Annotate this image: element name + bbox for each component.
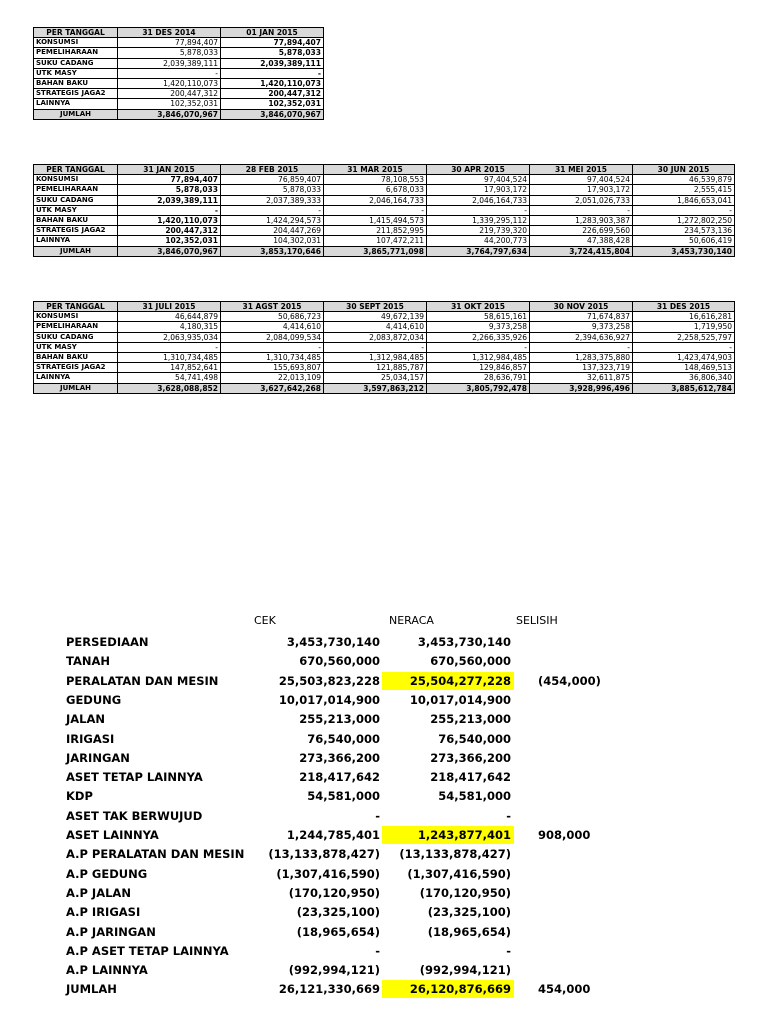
table-cell: 2,039,389,111 — [118, 58, 221, 68]
header-date: 30 JUN 2015 — [633, 165, 735, 175]
row-label: SUKU CADANG — [34, 195, 118, 205]
cek-value: 3,453,730,140 — [286, 635, 380, 649]
table-cell: 1,420,110,073 — [221, 78, 324, 88]
total-cell: 3,453,730,140 — [633, 246, 735, 256]
table-cell: 1,283,375,880 — [530, 352, 633, 362]
neraca-value: (18,965,654) — [427, 924, 511, 939]
table-cell: - — [324, 205, 427, 215]
column-header-selisih: SELISIH — [516, 614, 558, 627]
total-label: JUMLAH — [34, 109, 118, 119]
total-cell: 3,846,070,967 — [221, 109, 324, 119]
total-cell: 3,865,771,098 — [324, 246, 427, 256]
header-date: 31 OKT 2015 — [427, 302, 530, 312]
table-cell: 2,046,164,733 — [324, 195, 427, 205]
table-cell: - — [633, 342, 735, 352]
neraca-value: 54,581,000 — [438, 789, 511, 804]
summary-label: A.P IRIGASI — [66, 905, 141, 920]
table-cell: 50,686,723 — [221, 312, 324, 322]
table-cell: 1,415,494,573 — [324, 215, 427, 225]
table-cell: 234,573,136 — [633, 226, 735, 236]
table-cell: 71,674,837 — [530, 312, 633, 322]
summary-row — [0, 847, 768, 866]
table-cell: 25,034,157 — [324, 373, 427, 383]
table-cell: 1,719,950 — [633, 322, 735, 332]
cek-value: 26,121,330,669 — [278, 982, 380, 997]
table-cell: 32,611,875 — [530, 373, 633, 383]
table-cell: - — [118, 342, 221, 352]
cek-value: (992,994,121) — [288, 963, 380, 978]
table-cell: 97,404,524 — [427, 175, 530, 185]
table-cell: 5,878,033 — [221, 48, 324, 58]
total-cell: 3,885,612,784 — [633, 383, 735, 393]
table-cell: 97,404,524 — [530, 175, 633, 185]
summary-label: A.P GEDUNG — [66, 866, 148, 881]
neraca-value: - — [506, 943, 511, 958]
table-cell: 1,339,295,112 — [427, 215, 530, 225]
table-cell: 17,903,172 — [530, 185, 633, 195]
total-cell: 3,597,863,212 — [324, 383, 427, 393]
row-label: LAINNYA — [34, 236, 118, 246]
row-label: STRATEGIS JAGA2 — [34, 89, 118, 99]
table-cell: 2,037,389,333 — [221, 195, 324, 205]
table-cell: 1,310,734,485 — [221, 352, 324, 362]
table-cell: 219,739,320 — [427, 226, 530, 236]
table-cell: 6,678,033 — [324, 185, 427, 195]
row-label: STRATEGIS JAGA2 — [34, 226, 118, 236]
cek-value: 25,503,823,228 — [278, 673, 380, 688]
row-label: KONSUMSI — [34, 312, 118, 322]
table-cell: 104,302,031 — [221, 236, 324, 246]
table-cell: 2,039,389,111 — [118, 195, 221, 205]
cek-value: (170,120,950) — [288, 885, 380, 900]
summary-label: KDP — [66, 789, 93, 804]
table-cell: 1,424,294,573 — [221, 215, 324, 225]
table-cell: 4,414,610 — [221, 322, 324, 332]
total-cell: 3,764,797,634 — [427, 246, 530, 256]
table-cell: 17,903,172 — [427, 185, 530, 195]
table-cell: - — [530, 342, 633, 352]
table-cell: 1,312,984,485 — [427, 352, 530, 362]
header-date: 30 APR 2015 — [427, 165, 530, 175]
row-label: SUKU CADANG — [34, 58, 118, 68]
header-date: 31 JULI 2015 — [118, 302, 221, 312]
table-cell: 2,394,636,927 — [530, 332, 633, 342]
summary-row — [0, 693, 768, 712]
cek-value: 670,560,000 — [299, 654, 380, 669]
table-cell: - — [221, 68, 324, 78]
summary-row — [0, 867, 768, 886]
header-date: 31 DES 2014 — [118, 28, 221, 38]
total-cell: 3,627,642,268 — [221, 383, 324, 393]
table-cell: 4,414,610 — [324, 322, 427, 332]
cek-value: 255,213,000 — [299, 712, 380, 727]
table-cell: 77,894,407 — [118, 38, 221, 48]
row-label: BAHAN BAKU — [34, 215, 118, 225]
row-label: KONSUMSI — [34, 38, 118, 48]
table-cell: 107,472,211 — [324, 236, 427, 246]
table-cell: - — [221, 342, 324, 352]
summary-label: PERSEDIAAN — [66, 635, 149, 649]
table-cell: 47,388,428 — [530, 236, 633, 246]
header-per-tanggal: PER TANGGAL — [34, 302, 118, 312]
table-cell: 46,539,879 — [633, 175, 735, 185]
table-cell: 1,846,653,041 — [633, 195, 735, 205]
header-date: 31 DES 2015 — [633, 302, 735, 312]
table-cell: 2,266,335,926 — [427, 332, 530, 342]
table-cell: 2,083,872,034 — [324, 332, 427, 342]
table-cell: 46,644,879 — [118, 312, 221, 322]
row-label: SUKU CADANG — [34, 332, 118, 342]
table-cell: 129,846,857 — [427, 363, 530, 373]
table-cell: 1,312,984,485 — [324, 352, 427, 362]
table-cell: 2,039,389,111 — [221, 58, 324, 68]
cek-value: 76,540,000 — [307, 731, 380, 746]
summary-label: GEDUNG — [66, 692, 122, 707]
total-cell: 3,853,170,646 — [221, 246, 324, 256]
header-date: 31 MEI 2015 — [530, 165, 633, 175]
summary-row — [0, 925, 768, 944]
summary-label: TANAH — [66, 654, 111, 669]
table-cell: 77,894,407 — [118, 175, 221, 185]
summary-label: JARINGAN — [66, 750, 130, 765]
cek-value: (13,133,878,427) — [268, 847, 380, 862]
neraca-value: (13,133,878,427) — [399, 847, 511, 862]
summary-row — [0, 770, 768, 789]
table-cell: 211,852,995 — [324, 226, 427, 236]
table-cell: 49,672,139 — [324, 312, 427, 322]
summary-label: IRIGASI — [66, 731, 115, 746]
header-per-tanggal: PER TANGGAL — [34, 28, 118, 38]
header-date: 31 AGST 2015 — [221, 302, 324, 312]
neraca-value: 273,366,200 — [430, 750, 511, 765]
table-cell: 226,699,560 — [530, 226, 633, 236]
neraca-value: 25,504,277,228 — [382, 672, 514, 690]
summary-label: JALAN — [66, 712, 106, 727]
table-cell: 16,616,281 — [633, 312, 735, 322]
neraca-value: 1,243,877,401 — [382, 826, 514, 844]
table-cell: 148,469,513 — [633, 363, 735, 373]
table-cell: - — [118, 68, 221, 78]
header-date: 31 MAR 2015 — [324, 165, 427, 175]
cek-value: (18,965,654) — [296, 924, 380, 939]
table-cell: - — [530, 205, 633, 215]
cek-value: 10,017,014,900 — [278, 692, 380, 707]
summary-row — [0, 886, 768, 905]
table-cell: 2,555,415 — [633, 185, 735, 195]
table-cell: 5,878,033 — [221, 185, 324, 195]
summary-row — [0, 732, 768, 751]
table-cell: 200,447,312 — [118, 89, 221, 99]
neraca-value: (170,120,950) — [419, 885, 511, 900]
table-cell: 102,352,031 — [118, 99, 221, 109]
cek-value: 273,366,200 — [299, 750, 380, 765]
table-cell: 155,693,807 — [221, 363, 324, 373]
table-cell: 1,420,110,073 — [118, 78, 221, 88]
total-cell: 3,928,996,496 — [530, 383, 633, 393]
total-cell: 3,628,088,852 — [118, 383, 221, 393]
row-label: PEMELIHARAAN — [34, 48, 118, 58]
table-cell: 1,272,802,250 — [633, 215, 735, 225]
summary-row — [0, 905, 768, 924]
table-cell: 2,063,935,034 — [118, 332, 221, 342]
summary-row — [0, 674, 768, 693]
neraca-value: 670,560,000 — [430, 654, 511, 669]
summary-label: PERALATAN DAN MESIN — [66, 673, 219, 688]
total-cell: 3,846,070,967 — [118, 109, 221, 119]
selisih-value: (454,000) — [538, 673, 601, 688]
neraca-value: (23,325,100) — [427, 905, 511, 920]
header-date: 30 SEPT 2015 — [324, 302, 427, 312]
row-label: STRATEGIS JAGA2 — [34, 363, 118, 373]
cek-value: - — [375, 943, 380, 958]
summary-label: A.P ASET TETAP LAINNYA — [66, 943, 229, 958]
neraca-value: - — [506, 808, 511, 823]
table-cell: - — [427, 342, 530, 352]
cek-value: (23,325,100) — [296, 905, 380, 920]
table-cell: 204,447,269 — [221, 226, 324, 236]
summary-row — [0, 635, 768, 654]
header-date: 31 JAN 2015 — [118, 165, 221, 175]
table-cell: 1,283,903,387 — [530, 215, 633, 225]
table-cell: 36,806,340 — [633, 373, 735, 383]
table-cell: 102,352,031 — [221, 99, 324, 109]
cek-value: - — [375, 808, 380, 823]
total-cell: 3,805,792,478 — [427, 383, 530, 393]
column-header-cek: CEK — [254, 614, 276, 627]
table-cell: - — [427, 205, 530, 215]
table-cell: 54,741,498 — [118, 373, 221, 383]
cek-value: 218,417,642 — [299, 770, 380, 785]
table-cell: 22,013,109 — [221, 373, 324, 383]
table-cell: 9,373,258 — [530, 322, 633, 332]
total-cell: 3,724,415,804 — [530, 246, 633, 256]
table-cell: - — [118, 205, 221, 215]
total-cell: 3,846,070,967 — [118, 246, 221, 256]
total-label: JUMLAH — [34, 383, 118, 393]
neraca-value: (1,307,416,590) — [407, 866, 511, 881]
table-cell: 200,447,312 — [118, 226, 221, 236]
summary-row — [0, 712, 768, 731]
table-cell: 1,310,734,485 — [118, 352, 221, 362]
row-label: LAINNYA — [34, 99, 118, 109]
table-cell: 58,615,161 — [427, 312, 530, 322]
row-label: PEMELIHARAAN — [34, 185, 118, 195]
table-cell: 77,894,407 — [221, 38, 324, 48]
table-cell: 5,878,033 — [118, 48, 221, 58]
table-cell: 28,636,791 — [427, 373, 530, 383]
row-label: KONSUMSI — [34, 175, 118, 185]
table-cell: 147,852,641 — [118, 363, 221, 373]
header-date: 28 FEB 2015 — [221, 165, 324, 175]
table-cell: 2,046,164,733 — [427, 195, 530, 205]
summary-label: ASET TETAP LAINNYA — [66, 770, 203, 785]
summary-label: JUMLAH — [66, 982, 117, 997]
table-cell: 50,606,419 — [633, 236, 735, 246]
summary-label: A.P JARINGAN — [66, 924, 156, 939]
table-cell: 2,258,525,797 — [633, 332, 735, 342]
neraca-value: 3,453,730,140 — [417, 635, 511, 649]
table-cell: 121,885,787 — [324, 363, 427, 373]
neraca-value: 255,213,000 — [430, 712, 511, 727]
row-label: BAHAN BAKU — [34, 352, 118, 362]
neraca-value: 26,120,876,669 — [382, 980, 514, 998]
table-cell: 102,352,031 — [118, 236, 221, 246]
row-label: UTK MASY — [34, 205, 118, 215]
summary-row — [0, 654, 768, 673]
summary-row — [0, 982, 768, 1001]
header-date: 01 JAN 2015 — [221, 28, 324, 38]
row-label: BAHAN BAKU — [34, 78, 118, 88]
table-cell: 200,447,312 — [221, 89, 324, 99]
table-cell: 76,859,407 — [221, 175, 324, 185]
summary-label: ASET LAINNYA — [66, 828, 159, 842]
header-date: 30 NOV 2015 — [530, 302, 633, 312]
neraca-value: 10,017,014,900 — [409, 692, 511, 707]
selisih-value: 454,000 — [538, 982, 591, 997]
summary-label: A.P LAINNYA — [66, 963, 148, 978]
summary-row — [0, 751, 768, 770]
table-cell: 137,323,719 — [530, 363, 633, 373]
cek-value: (1,307,416,590) — [276, 866, 380, 881]
neraca-value: (992,994,121) — [419, 963, 511, 978]
table-cell: - — [633, 205, 735, 215]
summary-row — [0, 809, 768, 828]
table-cell: 2,084,099,534 — [221, 332, 324, 342]
summary-label: ASET TAK BERWUJUD — [66, 808, 203, 823]
table-cell: 44,200,773 — [427, 236, 530, 246]
table-cell: 4,180,315 — [118, 322, 221, 332]
neraca-value: 76,540,000 — [438, 731, 511, 746]
selisih-value: 908,000 — [538, 828, 591, 842]
summary-row — [0, 789, 768, 808]
row-label: LAINNYA — [34, 373, 118, 383]
cek-value: 54,581,000 — [307, 789, 380, 804]
table-cell: 2,051,026,733 — [530, 195, 633, 205]
summary-label: A.P JALAN — [66, 885, 131, 900]
neraca-value: 218,417,642 — [430, 770, 511, 785]
table-cell: 1,423,474,903 — [633, 352, 735, 362]
header-per-tanggal: PER TANGGAL — [34, 165, 118, 175]
table-cell: 9,373,258 — [427, 322, 530, 332]
table-cell: 78,108,553 — [324, 175, 427, 185]
cek-value: 1,244,785,401 — [286, 828, 380, 842]
summary-label: A.P PERALATAN DAN MESIN — [66, 847, 245, 862]
row-label: PEMELIHARAAN — [34, 322, 118, 332]
row-label: UTK MASY — [34, 342, 118, 352]
summary-row — [0, 828, 768, 847]
table-cell: - — [324, 342, 427, 352]
summary-row — [0, 944, 768, 963]
table-cell: 1,420,110,073 — [118, 215, 221, 225]
table-cell: 5,878,033 — [118, 185, 221, 195]
summary-row — [0, 963, 768, 982]
row-label: UTK MASY — [34, 68, 118, 78]
total-label: JUMLAH — [34, 246, 118, 256]
column-header-neraca: NERACA — [389, 614, 434, 627]
table-cell: - — [221, 205, 324, 215]
